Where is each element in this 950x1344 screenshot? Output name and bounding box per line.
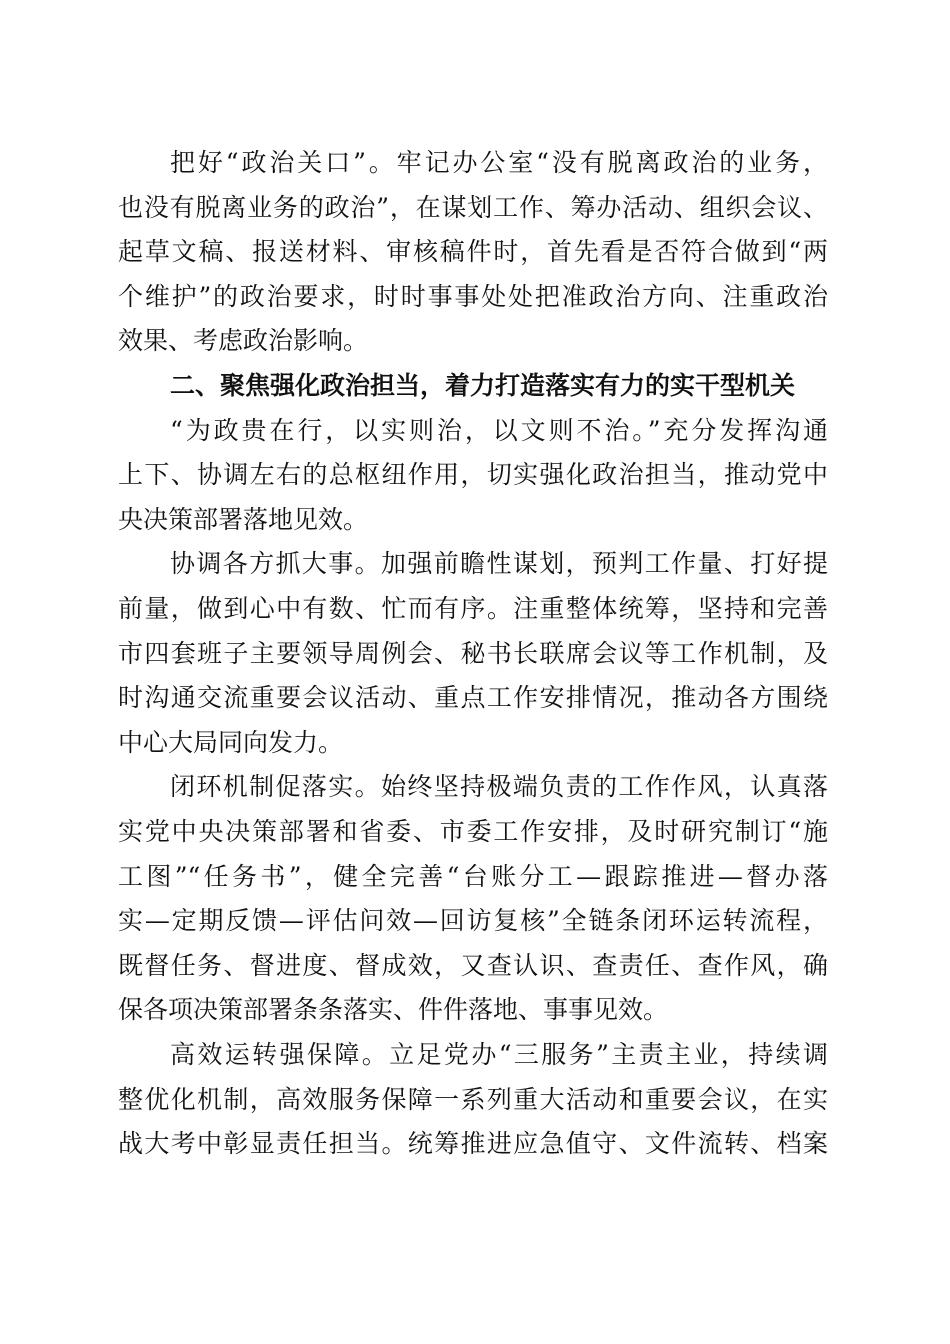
text-line: 战大考中彰显责任担当。统筹推进应急值守、文件流转、档案: [118, 1129, 828, 1159]
text-line: 高效运转强保障。立足党办“三服务”主责主业，持续调: [170, 1040, 828, 1069]
text-line: “为政贵在行，以实则治，以文则不治。”充分发挥沟通: [170, 415, 828, 445]
text-line: 闭环机制促落实。始终坚持极端负责的工作作风，认真落: [170, 772, 828, 802]
text-line: 个维护”的政治要求，时时事事处处把准政治方向、注重政治: [118, 281, 828, 311]
text-line: 工图”“任务书”，健全完善“台账分工—跟踪推进—督办落: [118, 861, 828, 891]
text-line: 协调各方抓大事。加强前瞻性谋划，预判工作量、打好提: [170, 549, 828, 579]
text-line: 整优化机制，高效服务保障一系列重大活动和重要会议，在实: [118, 1084, 828, 1114]
text-line: 把好“政治关口”。牢记办公室“没有脱离政治的业务，: [170, 148, 828, 177]
text-line: 前量，做到心中有数、忙而有序。注重整体统筹，坚持和完善: [118, 594, 828, 623]
text-line: 中心大局同向发力。: [118, 727, 344, 757]
text-line: 效果、考虑政治影响。: [118, 326, 369, 356]
text-line: 上下、协调左右的总枢纽作用，切实强化政治担当，推动党中: [118, 460, 828, 490]
text-line: 央决策部署落地见效。: [118, 504, 369, 534]
text-line: 也没有脱离业务的政治”，在谋划工作、筹办活动、组织会议、: [118, 192, 828, 222]
text-line: 实党中央决策部署和省委、市委工作安排，及时研究制订“施: [118, 817, 828, 846]
text-line: 起草文稿、报送材料、审核稿件时，首先看是否符合做到“两: [118, 237, 828, 267]
text-line: 市四套班子主要领导周例会、秘书长联席会议等工作机制，及: [118, 638, 828, 668]
text-line: 时沟通交流重要会议活动、重点工作安排情况，推动各方围绕: [118, 683, 828, 713]
text-line: 既督任务、督进度、督成效，又查认识、查责任、查作风，确: [118, 950, 828, 980]
heading-text: 二、聚焦强化政治担当，着力打造落实有力的实干型机关: [170, 371, 796, 400]
text-line: 实—定期反馈—评估问效—回访复核”全链条闭环运转流程，: [118, 906, 828, 936]
text-line: 保各项决策部署条条落实、件件落地、事事见效。: [118, 995, 669, 1025]
